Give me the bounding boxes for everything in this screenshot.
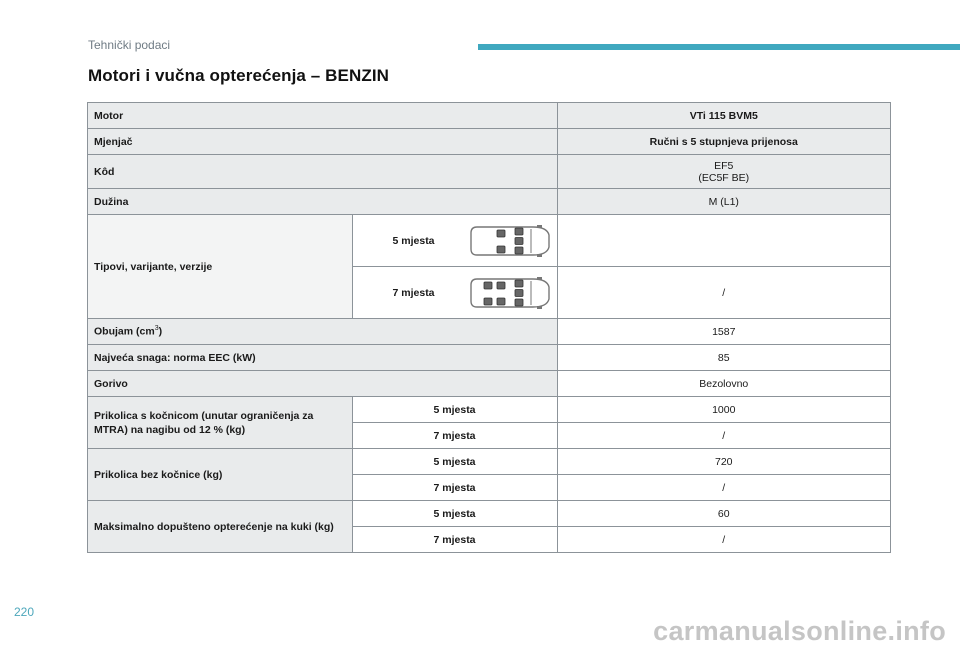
- row-types-5: [88, 215, 891, 267]
- van-7-seat-icon: [469, 273, 551, 313]
- types-seats-7: 7 mjesta: [392, 286, 435, 299]
- types-seats-5: 5 mjesta: [392, 234, 435, 247]
- fuel-label: Gorivo: [88, 371, 558, 397]
- row-fuel: [88, 371, 891, 397]
- gearbox-value: Ručni s 5 stupnjeva prijenosa: [557, 129, 890, 155]
- displacement-label-text: Obujam (cm: [94, 325, 155, 338]
- types-seat-cell-5: [352, 215, 557, 267]
- towbar-load-value-7: /: [557, 527, 890, 553]
- towbar-load-label: Maksimalno dopušteno opterećenje na kuki (kg): [88, 501, 353, 553]
- row-gearbox: [88, 129, 891, 155]
- types-value-7: /: [557, 267, 890, 319]
- unbraked-trailer-seats-7: 7 mjesta: [352, 475, 557, 501]
- code-value: [557, 155, 890, 189]
- page-title: Motori i vučna opterećenja – BENZIN: [88, 66, 390, 85]
- displacement-label: [88, 319, 558, 345]
- spec-table: [87, 102, 891, 553]
- code-value-line1: EF5: [714, 159, 734, 172]
- row-displacement: [88, 319, 891, 345]
- displacement-value: 1587: [557, 319, 890, 345]
- towbar-load-seats-7: 7 mjesta: [352, 527, 557, 553]
- power-label: Najveća snaga: norma EEC (kW): [88, 345, 558, 371]
- unbraked-trailer-label: Prikolica bez kočnice (kg): [88, 449, 353, 501]
- motor-label: Motor: [88, 103, 558, 129]
- types-value-5: [557, 215, 890, 267]
- watermark: carmanualsonline.info: [653, 616, 946, 646]
- braked-trailer-seats-5: 5 mjesta: [352, 397, 557, 423]
- row-length: [88, 189, 891, 215]
- towbar-load-value-5: 60: [557, 501, 890, 527]
- types-seat-cell-7: [352, 267, 557, 319]
- row-unbraked-trailer-5: [88, 449, 891, 475]
- braked-trailer-value-5: 1000: [557, 397, 890, 423]
- motor-value: VTi 115 BVM5: [557, 103, 890, 129]
- page-number: 220: [14, 605, 35, 619]
- towbar-load-seats-5: 5 mjesta: [352, 501, 557, 527]
- row-braked-trailer-5: [88, 397, 891, 423]
- fuel-value: Bezolovno: [557, 371, 890, 397]
- power-value: 85: [557, 345, 890, 371]
- displacement-label-end: ): [158, 325, 163, 338]
- length-label: Dužina: [88, 189, 558, 215]
- length-value: M (L1): [557, 189, 890, 215]
- braked-trailer-seats-7: 7 mjesta: [352, 423, 557, 449]
- unbraked-trailer-value-7: /: [557, 475, 890, 501]
- row-code: [88, 155, 891, 189]
- gearbox-label: Mjenjač: [88, 129, 558, 155]
- unbraked-trailer-seats-5: 5 mjesta: [352, 449, 557, 475]
- unbraked-trailer-value-5: 720: [557, 449, 890, 475]
- row-towbar-load-5: [88, 501, 891, 527]
- code-label: Kôd: [88, 155, 558, 189]
- code-value-line2: (EC5F BE): [698, 171, 750, 184]
- section-label: Tehnički podaci: [88, 38, 171, 52]
- displacement-unit-sup: 3: [154, 325, 159, 333]
- types-label: Tipovi, varijante, verzije: [88, 215, 353, 319]
- van-5-seat-icon: [469, 221, 551, 261]
- section-accent-bar: [478, 44, 960, 50]
- braked-trailer-value-7: /: [557, 423, 890, 449]
- row-motor: [88, 103, 891, 129]
- braked-trailer-label: Prikolica s kočnicom (unutar ograničenja za MTRA) na nagibu od 12 % (kg): [88, 397, 353, 449]
- row-power: [88, 345, 891, 371]
